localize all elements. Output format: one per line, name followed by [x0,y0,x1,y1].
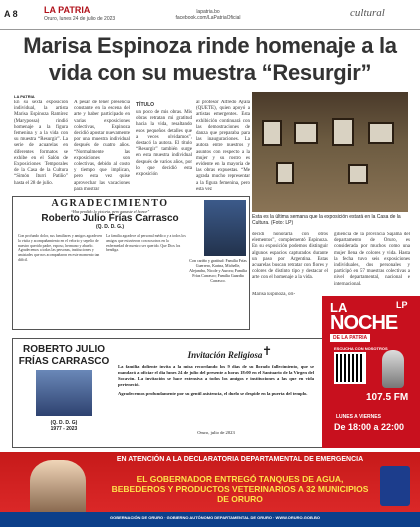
invitation-footer: Oruro, julio de 2023 [197,430,235,435]
painting-frame [332,118,354,146]
microphone-icon [382,350,404,388]
governor-photo [30,460,86,512]
header-social: facebook.com/LaPatriaOficial [175,15,241,21]
article-column-5: decidí honorarla con otros elementos”, complementó Espinoza. En su exposición podemos distinguir algunos espacios capturados durante un paso por Argentina. Estas acuarelas buscan retratar con flores y colores de distinto tipo y destacar el arte con el homenaje a la vida. [252,232,328,281]
article-column-6: giliencia de la provincia Sajama del departamento de Oruro, es considerada por muchos como una mujer llena de colores y vida. Hasta la fecha tuvo seis exposiciones individuales, dos personales y participó en 57 muestras colectivas a nivel departamental, nacional e internacional. [334,232,410,287]
column-3-text: un poco de mis obras. Mis obras retratan mi gratitud hacia la vida, resaltando esos pequeños detalles que a veces olvidamos”, destacó la autora. El título “Resurgir” también surge en esta muestra individual después de varios años, por lo que decidió esta exposición [136,110,192,178]
radio-live-label: ESCUCHA CON NOSOTROS [334,346,388,351]
deceased-portrait [204,200,246,256]
gratitude-signatories: Con cariño y gratitud: Familia Frías Guerrero, Karina, Michelle, Alejandra, Nicole y Aurora; Familia Frías Carrasco; Familia Guardia Carrasco. [189,258,247,283]
article-column-2: A pesar de tener presencia constante en la escena del arte y haber participado en varias exposiciones colectivas, Espinoza decidió apostar nuevamente por una muestra individual después de cuatro años. “Normalmente las exposiciones son colectivas, debido al costo y tiempo que implican, pero esta vez quise aprovechar las vacaciones para mostrar [74,100,130,192]
painting-frame [368,122,394,144]
article-column-3 [136,100,192,198]
photo-caption: Esta es la última semana que la exposición estará en la Casa de la Cultura. (Foto: LP) [252,214,401,226]
radio-title-noche: NOCHE [330,312,398,334]
gratitude-name: Roberto Julio Frías Carrasco [41,213,179,224]
invitation-rank [14,420,114,432]
radio-days: LUNES A VIERNES [336,414,381,420]
column-subtitle: TÍTULO [136,102,155,108]
invitation-years: 1977 - 2023 [50,426,78,432]
radio-title-la: LA [330,300,348,315]
header-center [168,9,248,21]
painting-frame [276,162,294,184]
invitation-text [118,364,314,397]
invitation-paragraph: Agradecemos profundamente por su gentil asistencia, el duelo se despide en la puerta del templo. [118,391,308,396]
water-tank-image [380,466,410,506]
article-column-tail: Marisa Espinoza, ori- [252,292,296,297]
exhibition-photo [252,92,408,212]
newspaper-logo: LA PATRIA [44,5,91,15]
invitation-paragraph: La familia doliente invita a la misa recordando los 9 días de su llorado fallecimiento, que se mandará a oficiar el día lunes 24 de julio del presente a horas 18:00 en el Santuario de la Virgen del Socavón. La invitación se hace extensiva a todos los amigos e instituciones a las que en vida perteneció. [118,364,314,387]
gratitude-text: Con profundo dolor, sus familiares y amigos agradecen la visita y acompañamiento en el velorio y sepelio de nuestro querido padre, esposo, hermano y abuelo. Agradecemos a todas las personas, instituciones y amistades que nos acompañaron en este momento tan difícil. [18,234,102,262]
gratitude-text-2: La familia agradece al personal médico y a todos los amigos que estuvieron con nosotros en la enfermedad de nuestro ser querido. Que Dios los bendiga. [106,234,186,253]
invitation-portrait [36,370,92,416]
ad-subheadline: EL GOBERNADOR ENTREGÓ TANQUES DE AGUA, BEBEDEROS Y PRODUCTOS VETERINARIOS A 32 MUNICIPIOS DE ORURO [111,474,369,504]
gratitude-title: AGRADECIMIENTO [51,198,169,209]
gratitude-quote: “Has perdido la victoria, pero ganaste el honor” [70,209,150,214]
article-headline: Marisa Espinoza rinde homenaje a la vida con su muestra “Resurgir” [23,33,397,85]
radio-time: De 18:00 a 22:00 [334,422,405,432]
radio-subtitle: DE LA PATRIA [330,334,370,342]
qr-code-icon [334,352,366,384]
article-byline: LA PATRIA [14,94,35,99]
painting-frame [262,120,282,146]
radio-logo: LP [396,300,408,310]
invitation-name: ROBERTO JULIO FRÍAS CARRASCO [18,344,110,367]
invitation-title: Invitación Religiosa [187,350,263,360]
ad-footer-text: GOBERNACIÓN DE ORURO · GOBIERNO AUTÓNOMO DEPARTAMENTAL DE ORURO · WWW.ORURO.GOB.BO [110,515,320,520]
page-number: A 8 [4,9,18,19]
ad-headline: EN ATENCIÓN A LA DECLARATORIA DEPARTAMENTAL DE EMERGENCIA [116,456,364,463]
section-label: cultural [350,7,385,19]
invitation-rank-text: (Q. D. D. G) [50,420,78,426]
issue-date: Oruro, lunes 24 de julio de 2023 [44,16,116,22]
radio-frequency: 107.5 FM [366,392,409,403]
article-column-1: En su sexta exposición individual, la artista Marisa Espinoza Ramírez (Marypossa) rindió homenaje a la figura femenina y a la vida con su muestra “Resurgir”. La serie de acuarelas en diferentes formatos se exhibe en el Salón de Exposiciones Temporales de la Casa de la Cultura “Simón Iturri Patiño” hasta el 28 de julio. [14,100,68,186]
cross-icon: ✝ [262,344,273,358]
gratitude-rank: (Q. D. D. G.) [95,224,125,230]
article-column-4: al profesor Alfredo Ayala (QUETE), quien apoyó a artistas emergentes. Esta exhibición continuará con las demostraciones de danza que preparaba para las inauguraciones. La autora entre nuestros y asuntos con respecto a la mujer y su rostro es evidente en la mayoría de las obras expuestas. “Me agrada mucho representar a la figura femenina, pero esta vez [196,100,250,192]
painting-frame [294,122,318,144]
painting-frame [348,164,368,184]
header-website: lapatria.bo [196,9,220,15]
